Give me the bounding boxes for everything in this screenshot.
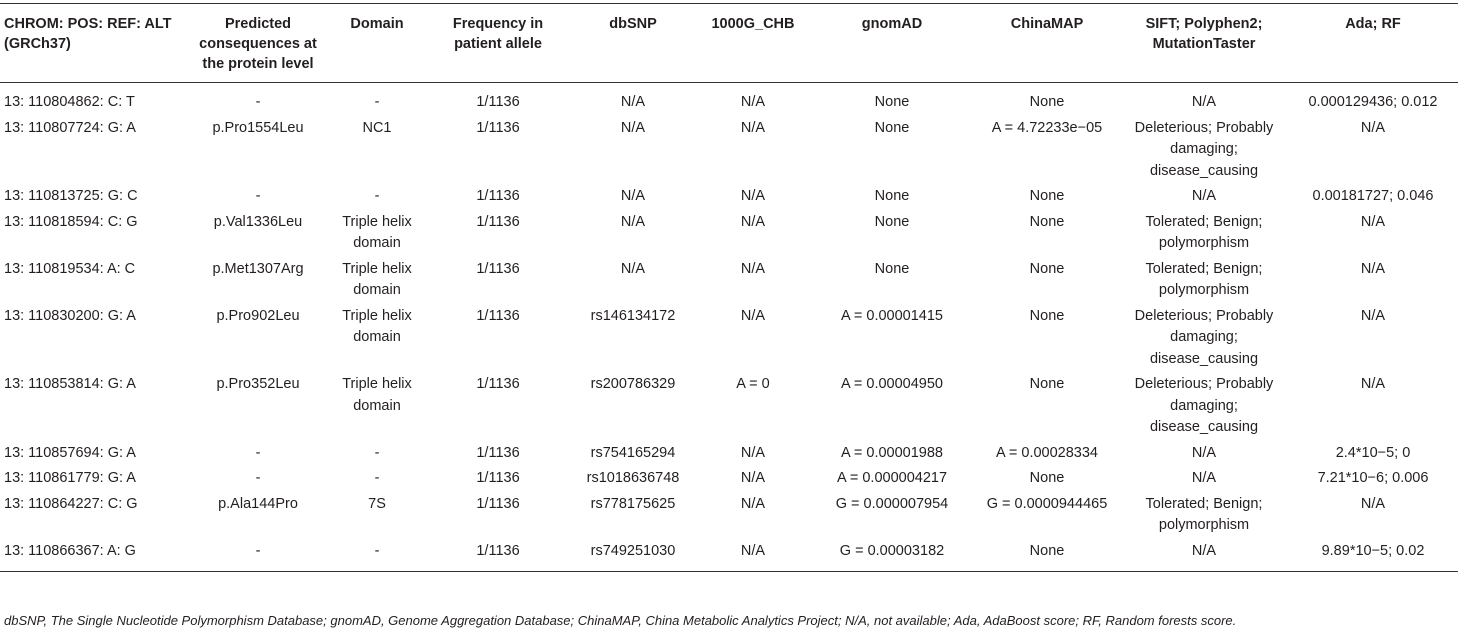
cell-col-chrom-pos: 13: 110864227: C: G (4, 495, 138, 512)
table-row (0, 466, 1458, 492)
cell-col-1000g-chb: N/A (740, 213, 766, 230)
cell-col-dbsnp: rs1018636748 (586, 470, 680, 486)
cell-col-domain: Triple helix domain (342, 376, 412, 414)
cell-col-ada-rf: 2.4*10−5; 0 (1335, 444, 1411, 461)
cell-col-1000g-chb: N/A (740, 470, 766, 486)
table-row (0, 116, 1458, 185)
table-row (0, 210, 1458, 257)
cell-col-chrom-pos: 13: 110853814: G: A (4, 376, 136, 392)
cell-col-predicted-consequence: p.Val1336Leu (213, 213, 303, 230)
cell-col-dbsnp: rs749251030 (590, 542, 676, 559)
table-row (0, 539, 1458, 572)
cell-col-prediction-tools: Tolerated; Benign; polymorphism (1145, 213, 1263, 251)
cell-col-predicted-consequence: - (255, 94, 261, 110)
cell-col-dbsnp: rs146134172 (590, 307, 676, 324)
cell-col-frequency: 1/1136 (476, 444, 520, 461)
cell-col-chinamap: None (1029, 470, 1065, 486)
cell-col-gnomad: A = 0.00004950 (840, 376, 943, 392)
header-col-domain: Domain (350, 16, 404, 32)
cell-col-chrom-pos: 13: 110830200: G: A (4, 307, 136, 324)
cell-col-1000g-chb: N/A (740, 495, 766, 512)
header-row (0, 4, 1458, 83)
cell-col-domain: - (374, 444, 380, 461)
cell-col-dbsnp: N/A (620, 94, 646, 110)
cell-col-chinamap: None (1029, 188, 1065, 204)
cell-col-chinamap: None (1029, 542, 1065, 559)
cell-col-prediction-tools: N/A (1191, 542, 1217, 559)
cell-col-domain: - (374, 470, 380, 486)
cell-col-ada-rf: N/A (1360, 260, 1386, 277)
cell-col-chrom-pos: 13: 110866367: A: G (4, 542, 136, 559)
cell-col-ada-rf: 7.21*10−6; 0.006 (1317, 470, 1429, 486)
cell-col-dbsnp: rs200786329 (590, 376, 676, 392)
cell-col-chrom-pos: 13: 110807724: G: A (4, 119, 136, 136)
cell-col-dbsnp: N/A (620, 119, 646, 136)
cell-col-gnomad: G = 0.00003182 (839, 542, 945, 559)
cell-col-1000g-chb: N/A (740, 542, 766, 559)
cell-col-gnomad: None (874, 260, 910, 277)
cell-col-chinamap: None (1029, 376, 1065, 392)
cell-col-chrom-pos: 13: 110813725: G: C (4, 188, 138, 204)
cell-col-prediction-tools: N/A (1191, 470, 1217, 486)
table-row (0, 304, 1458, 373)
cell-col-predicted-consequence: - (255, 542, 261, 559)
cell-col-frequency: 1/1136 (476, 470, 520, 486)
cell-col-1000g-chb: N/A (740, 94, 766, 110)
table-row (0, 441, 1458, 467)
cell-col-1000g-chb: N/A (740, 444, 766, 461)
header-col-ada-rf: Ada; RF (1345, 16, 1401, 32)
header-col-predicted-consequence: Predicted consequences at the protein level (199, 16, 317, 72)
cell-col-gnomad: None (874, 213, 910, 230)
cell-col-prediction-tools: N/A (1191, 94, 1217, 110)
header-col-dbsnp: dbSNP (609, 16, 657, 32)
cell-col-ada-rf: 0.000129436; 0.012 (1308, 94, 1438, 110)
cell-col-dbsnp: rs754165294 (590, 444, 676, 461)
cell-col-ada-rf: N/A (1360, 119, 1386, 136)
cell-col-1000g-chb: A = 0 (736, 376, 770, 392)
cell-col-dbsnp: rs778175625 (590, 495, 676, 512)
cell-col-frequency: 1/1136 (476, 495, 520, 512)
cell-col-predicted-consequence: p.Met1307Arg (212, 260, 304, 277)
cell-col-frequency: 1/1136 (476, 260, 520, 277)
cell-col-ada-rf: N/A (1360, 213, 1386, 230)
header-col-prediction-tools: SIFT; Polyphen2; MutationTaster (1145, 16, 1263, 52)
header-col-chinamap: ChinaMAP (1010, 16, 1084, 32)
header-col-chrom-pos: CHROM: POS: REF: ALT (GRCh37) (4, 16, 172, 52)
cell-col-gnomad: A = 0.000004217 (836, 470, 948, 486)
cell-col-ada-rf: N/A (1360, 495, 1386, 512)
cell-col-1000g-chb: N/A (740, 260, 766, 277)
cell-col-ada-rf: N/A (1360, 307, 1386, 324)
cell-col-chrom-pos: 13: 110818594: C: G (4, 213, 138, 230)
cell-col-chinamap: None (1029, 213, 1065, 230)
cell-col-dbsnp: N/A (620, 260, 646, 277)
table-row (0, 257, 1458, 304)
cell-col-gnomad: None (874, 188, 910, 204)
header-col-1000g-chb: 1000G_CHB (711, 16, 795, 32)
cell-col-predicted-consequence: p.Pro352Leu (216, 376, 300, 392)
cell-col-chinamap: None (1029, 260, 1065, 277)
cell-col-frequency: 1/1136 (476, 119, 520, 136)
cell-col-gnomad: A = 0.00001415 (840, 307, 943, 324)
cell-col-chinamap: None (1029, 307, 1065, 324)
cell-col-chrom-pos: 13: 110861779: G: A (4, 470, 136, 486)
cell-col-1000g-chb: N/A (740, 188, 766, 204)
cell-col-domain: NC1 (362, 119, 392, 136)
cell-col-domain: - (374, 542, 380, 559)
cell-col-1000g-chb: N/A (740, 119, 766, 136)
header-col-frequency: Frequency in patient allele (452, 16, 544, 52)
cell-col-ada-rf: N/A (1360, 376, 1386, 392)
cell-col-frequency: 1/1136 (476, 542, 520, 559)
cell-col-domain: - (374, 94, 380, 110)
cell-col-dbsnp: N/A (620, 213, 646, 230)
cell-col-predicted-consequence: p.Pro902Leu (216, 307, 300, 324)
table-row (0, 83, 1458, 116)
cell-col-domain: 7S (368, 495, 386, 512)
cell-col-prediction-tools: Deleterious; Probably damaging; disease_causing (1134, 119, 1274, 179)
cell-col-prediction-tools: Deleterious; Probably damaging; disease_causing (1134, 307, 1274, 367)
table-row (0, 184, 1458, 210)
table-header (0, 4, 1458, 83)
table-body (0, 83, 1458, 572)
header-col-gnomad: gnomAD (861, 16, 923, 32)
cell-col-prediction-tools: Deleterious; Probably damaging; disease_causing (1134, 376, 1274, 435)
table-row (0, 492, 1458, 539)
cell-col-ada-rf: 9.89*10−5; 0.02 (1321, 542, 1425, 559)
cell-col-chrom-pos: 13: 110804862: C: T (4, 94, 135, 110)
cell-col-gnomad: None (874, 94, 910, 110)
cell-col-predicted-consequence: p.Ala144Pro (218, 495, 298, 512)
cell-col-domain: Triple helix domain (342, 260, 412, 298)
cell-col-chrom-pos: 13: 110857694: G: A (4, 444, 136, 461)
cell-col-predicted-consequence: - (255, 470, 261, 486)
cell-col-prediction-tools: N/A (1191, 188, 1217, 204)
cell-col-prediction-tools: N/A (1191, 444, 1217, 461)
cell-col-chinamap: None (1029, 94, 1065, 110)
cell-col-prediction-tools: Tolerated; Benign; polymorphism (1145, 495, 1263, 533)
cell-col-frequency: 1/1136 (476, 376, 520, 392)
cell-col-domain: Triple helix domain (342, 307, 412, 345)
cell-col-chinamap: A = 0.00028334 (995, 444, 1098, 461)
cell-col-dbsnp: N/A (620, 188, 646, 204)
cell-col-predicted-consequence: - (255, 188, 261, 204)
cell-col-frequency: 1/1136 (476, 94, 520, 110)
cell-col-domain: - (374, 188, 380, 204)
cell-col-1000g-chb: N/A (740, 307, 766, 324)
cell-col-frequency: 1/1136 (476, 307, 520, 324)
cell-col-ada-rf: 0.00181727; 0.046 (1312, 188, 1434, 204)
cell-col-frequency: 1/1136 (476, 213, 520, 230)
table-row (0, 372, 1458, 441)
cell-col-chrom-pos: 13: 110819534: A: C (4, 260, 136, 277)
cell-col-gnomad: A = 0.00001988 (840, 444, 943, 461)
cell-col-gnomad: None (874, 119, 910, 136)
cell-col-predicted-consequence: p.Pro1554Leu (212, 119, 304, 136)
cell-col-chinamap: G = 0.0000944465 (986, 495, 1108, 512)
variant-table (0, 3, 1458, 572)
cell-col-frequency: 1/1136 (476, 188, 520, 204)
cell-col-prediction-tools: Tolerated; Benign; polymorphism (1145, 260, 1263, 298)
cell-col-predicted-consequence: - (255, 444, 261, 461)
cell-col-gnomad: G = 0.000007954 (835, 495, 949, 512)
cell-col-domain: Triple helix domain (342, 213, 412, 251)
cell-col-chinamap: A = 4.72233e−05 (991, 119, 1103, 136)
table-footnote: dbSNP, The Single Nucleotide Polymorphism Database; gnomAD, Genome Aggregation Database; ChinaMAP, China Metabolic Analytics Project; N/A, not available; Ada, AdaBoost score; RF, Random forests score. (4, 613, 1237, 628)
